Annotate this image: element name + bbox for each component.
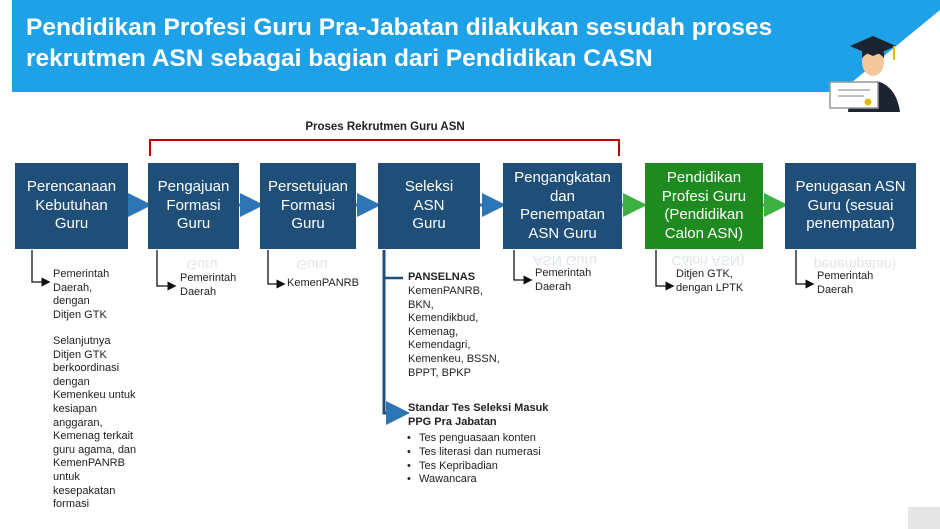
list-item: • Tes literasi dan numerasi [419,446,541,460]
note-perencanaan-detail: Selanjutnya Ditjen GTK berkoordinasi dengan Kemenkeu untuk kesiapan anggaran, Kemenag terkait guru agama, dan KemenPANRB untuk kesepakatan formasi [53,335,137,511]
step-box-persetujuan [260,163,356,249]
note-pengangkatan: Pemerintah Daerah [535,267,592,293]
step-box-pengangkatan [503,163,622,249]
recruitment-bracket [150,140,619,156]
note-panselnas: KemenPANRB, BKN, Kemendikbud, Kemenag, Kemendagri, Kemenkeu, BSSN, BPPT, BPKP [408,285,500,379]
bracket-label: Proses Rekrutmen Guru ASN [305,121,465,133]
step-box-perencanaan [15,163,128,249]
connector-note-3 [268,250,283,284]
note-persetujuan: KemenPANRB [287,277,359,289]
step-label: Pengajuan Formasi Guru [157,178,230,233]
step-label: Penugasan ASN Guru (sesuai penempatan) [795,178,906,233]
step-box-pengajuan [148,163,239,249]
reflection-text: penempatan) [813,257,897,273]
step-label: Perencanaan Kebutuhan Guru [26,178,117,233]
list-item: • Wawancara [419,473,541,487]
step-label: Pengangkatan dan Penempatan ASN Guru [514,169,611,242]
reflection-text: ASN Guru [533,253,597,269]
step-box-penugasan [785,163,916,249]
list-item: • Tes penguasaan konten [419,432,541,446]
corner-decoration [908,507,940,529]
note-pengajuan: Pemerintah Daerah [180,272,237,298]
note-pendidikan-profesi: Ditjen GTK, dengan LPTK [676,268,744,294]
note-panselnas-title: PANSELNAS [408,271,476,283]
connector-note-4 [384,250,404,413]
connector-note-1 [32,250,48,282]
note-standar-tes-title: Standar Tes Seleksi Masuk PPG Pra Jabatan [408,402,549,428]
page-title: Pendidikan Profesi Guru Pra-Jabatan dilakukan sesudah proses rekrutmen ASN sebagai bagian dari Pendidikan CASN [26,14,773,72]
reflection-text: Calon ASN) [671,253,745,269]
step-box-pendidikan-profesi [645,163,763,249]
list-item: • Tes Kepribadian [419,460,541,474]
note-penugasan: Pemerintah Daerah [817,270,874,296]
step-box-seleksi [378,163,480,249]
note-perencanaan: Pemerintah Daerah, dengan Ditjen GTK [53,268,110,321]
step-label: Pendidikan Profesi Guru (Pendidikan Calon ASN) [661,169,747,242]
reflection-text: Guru [186,257,218,273]
reflection-text: Guru [296,257,328,273]
step-label: Seleksi ASN Guru [404,178,454,233]
standar-tes-list [407,432,541,487]
step-label: Persetujuan Formasi Guru [267,178,349,233]
